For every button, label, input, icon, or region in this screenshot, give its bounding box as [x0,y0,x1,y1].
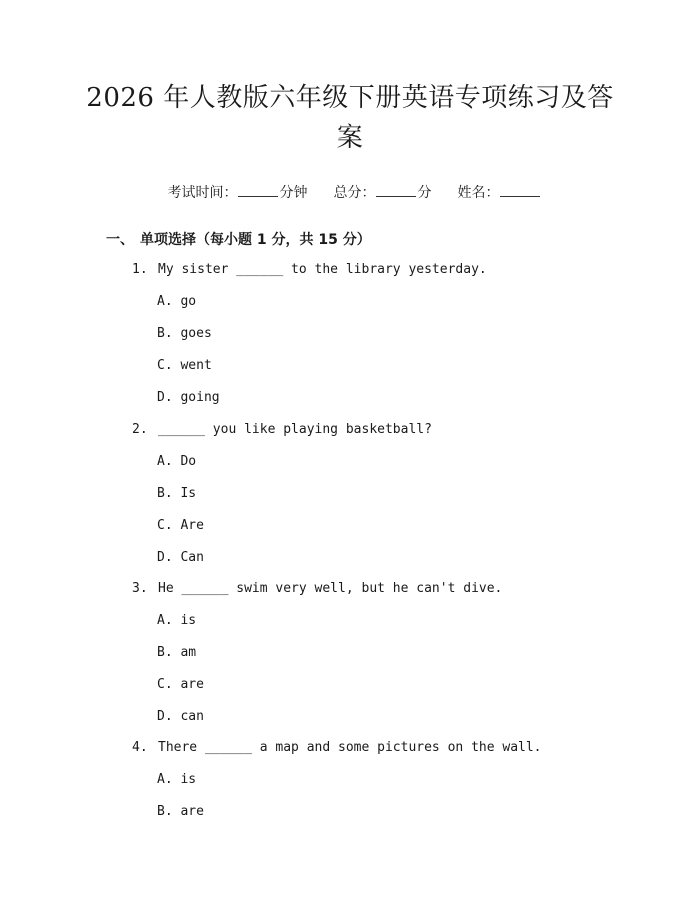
option: D. going [157,390,220,405]
option: B. Is [157,486,197,501]
question-number: 3. [132,581,148,596]
time-blank[interactable] [238,184,278,197]
option: D. Can [157,550,204,565]
document-title [0,78,700,158]
option: A. go [157,294,197,309]
score-label: 总分： [333,185,376,201]
question-text: ______ you like playing basketball? [158,422,432,437]
option: B. goes [157,326,212,341]
question-text: My sister ______ to the library yesterday. [158,262,487,277]
question-number: 1. [132,262,148,277]
section-heading-1 [106,229,371,249]
name-blank[interactable] [500,184,540,197]
question-3 [132,581,502,596]
name-label: 姓名： [457,185,500,201]
question-number: 4. [132,740,148,755]
score-blank[interactable] [376,184,416,197]
title-line-2: 案 [336,123,364,153]
time-label: 考试时间： [167,185,238,201]
option: D. can [157,709,204,724]
option: A. Do [157,454,197,469]
question-2 [132,422,432,437]
option: C. Are [157,518,204,533]
exam-meta-line [0,166,700,202]
time-unit: 分钟 [279,185,308,201]
question-1 [132,262,487,277]
question-text: There ______ a map and some pictures on the wall. [158,740,542,755]
question-text: He ______ swim very well, but he can't dive. [158,581,503,596]
option: A. is [157,613,197,628]
option: C. went [157,358,212,373]
question-number: 2. [132,422,148,437]
title-line-1: 2026 年人教版六年级下册英语专项练习及答 [86,83,614,113]
option: B. am [157,645,197,660]
option: C. are [157,677,204,692]
section-number: 一、 [106,232,134,248]
option: A. is [157,772,197,787]
option: B. are [157,804,204,819]
section-title: 单项选择（每小题 1 分，共 15 分） [140,232,371,248]
score-unit: 分 [417,185,432,201]
question-4 [132,740,542,755]
